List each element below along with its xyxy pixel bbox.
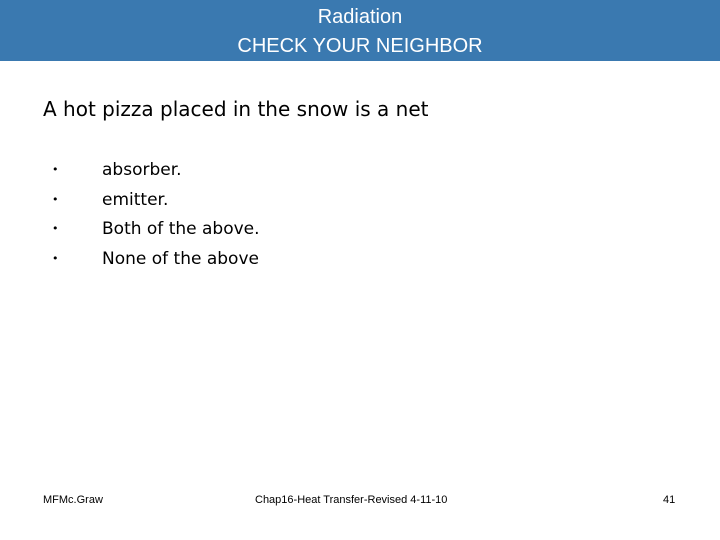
answer-option-text: Both of the above. bbox=[102, 219, 260, 239]
bullet-icon: • bbox=[52, 192, 59, 206]
answer-option-text: emitter. bbox=[102, 189, 169, 210]
bullet-icon: • bbox=[52, 163, 59, 176]
footer-author: MFMc.Graw bbox=[43, 494, 103, 506]
footer-course-info: Chap16-Heat Transfer-Revised 4-11-10 bbox=[255, 494, 448, 506]
answer-option-text: None of the above bbox=[102, 248, 259, 269]
footer-page-number: 41 bbox=[663, 494, 676, 506]
question-text: A hot pizza placed in the snow is a net bbox=[43, 97, 429, 121]
bullet-icon: • bbox=[52, 222, 59, 235]
title-bar bbox=[0, 0, 720, 61]
bullet-icon: • bbox=[52, 251, 59, 265]
slide-title: Radiation bbox=[317, 6, 403, 28]
slide-subtitle: CHECK YOUR NEIGHBOR bbox=[237, 35, 483, 57]
answer-option-text: absorber. bbox=[102, 160, 182, 180]
